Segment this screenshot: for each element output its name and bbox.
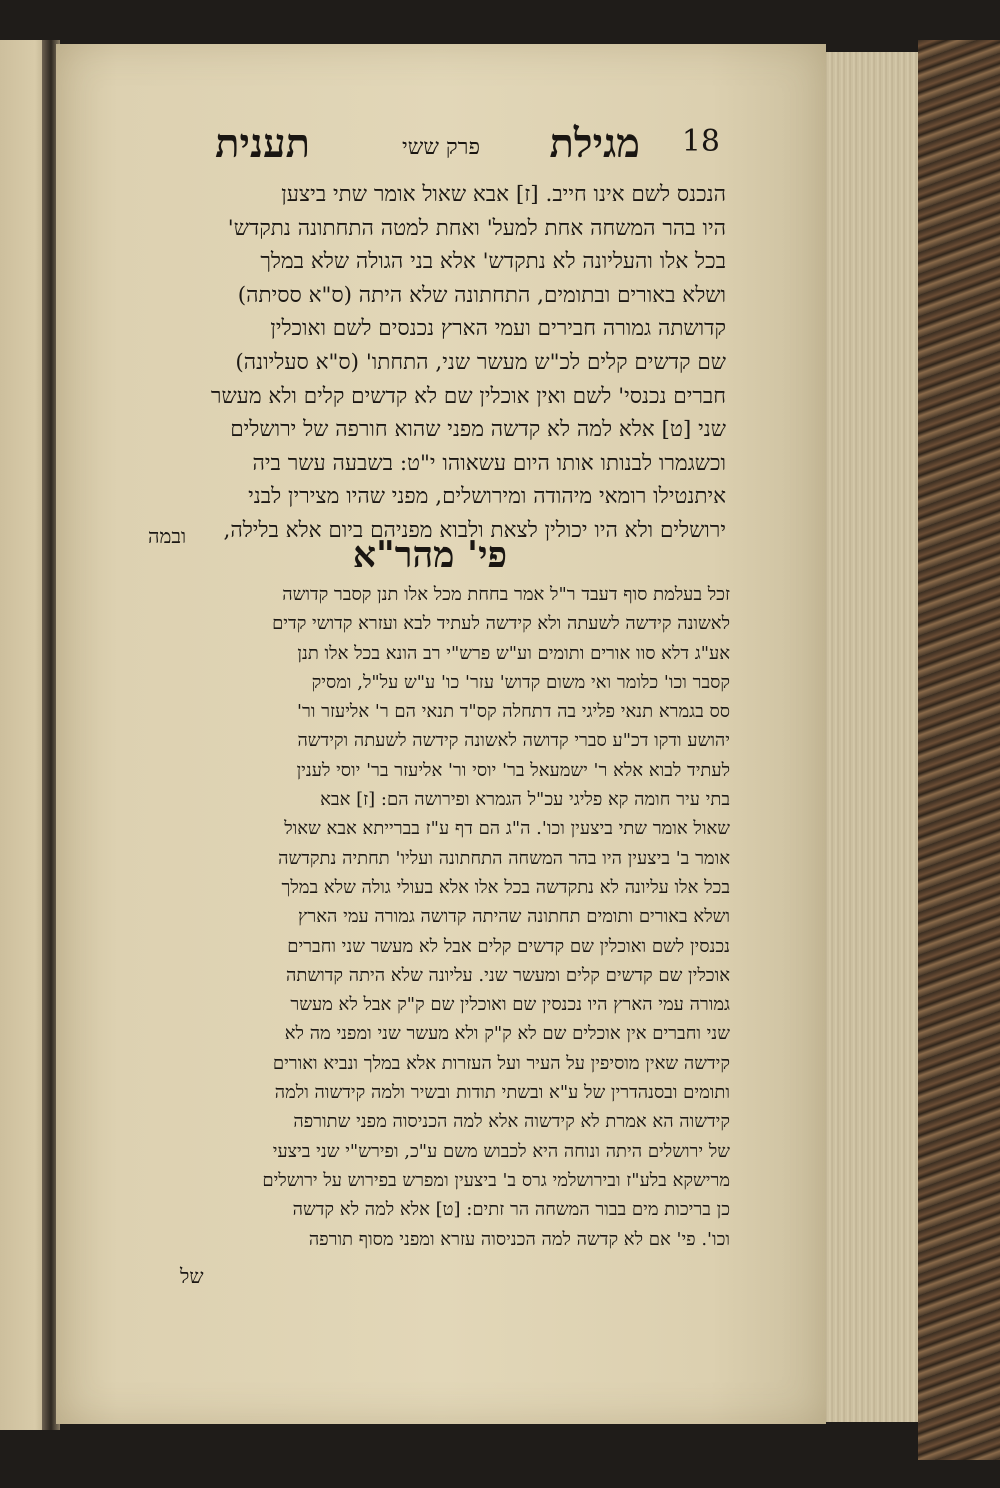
commentary-line: אע"ג דלא סוו אורים ותומים וע"ש פרש"י רב הונא בכל אלו תנן <box>297 642 730 664</box>
main-text-block <box>96 178 726 548</box>
main-text-line: שני [ט] אלא למה לא קדשה מפני שהוא חורפה של ירושלים <box>230 417 726 443</box>
commentary-line: מרישקא בלע"ז ובירושלמי גרס ב' ביצעין ומפרש בפירוש על ירושלים <box>262 1169 730 1191</box>
page-number: 18 <box>681 124 720 159</box>
commentary-line: וכו'. פי' אם לא קדשה למה הכניסוה עזרא ומפני מסוף תורפה <box>308 1228 730 1250</box>
commentary-line: אוכלין שם קדשים קלים ומעשר שני. עליונה שלא היתה קדושתה <box>286 964 730 986</box>
commentary-line: נכנסין לשם ואוכלין שם קדשים קלים אבל לא מעשר שני וחברים <box>287 935 730 957</box>
main-text-line: קדושתה גמורה חבירים ועמי הארץ נכנסים לשם ואוכלין <box>270 316 726 342</box>
commentary-line: לעתיד לבוא אלא ר' ישמעאל בר' יוסי ור' אליעזר בר' יוסי לענין <box>296 759 730 781</box>
commentary-title: פי' מהר"א <box>352 534 508 576</box>
commentary-line: שני וחברים אין אוכלים שם לא ק"ק ולא מעשר שני ומפני מה לא <box>284 1023 730 1045</box>
commentary-line: ותומים ובסנהדרין של ע"א ובשתי תודות ובשיר ולמה קידשוה ולמה <box>274 1082 730 1104</box>
commentary-line: בכל אלו עליונה לא נתקדשה בכל אלו אלא בעולי גולה שלא במלך <box>281 876 730 898</box>
commentary-line: כן בריכות מים בבור המשחה הר זתים: [ט] אלא למה לא קדשה <box>292 1199 730 1221</box>
commentary-line: לאשונה קידשה לשעתה ולא קידשה לעתיד לבא ועזרא קדושי קדים <box>272 613 730 635</box>
main-catchword: ובמה <box>148 524 187 548</box>
main-text-line: הנכנס לשם אינו חייב. [ז] אבא שאול אומר שתי ביצען <box>281 182 726 207</box>
commentary-line: סס בגמרא תנאי פליגי בה דתחלה קס"ד תנאי הם ר' אליעזר ור' <box>297 701 730 723</box>
main-text-line: ושלא באורים ובתומים, התחתונה שלא היתה (ס"א ססיתה) <box>237 282 726 308</box>
commentary-catchword: של <box>180 1264 204 1288</box>
commentary-line: ושלא באורים ותומים תחתונה שהיתה קדושה גמורה עמי הארץ <box>298 906 730 928</box>
commentary-text-block <box>100 580 730 1254</box>
main-text-line: איתנטילו רומאי מיהודה ומירושלים, מפני שהיו מצירין לבני <box>248 484 726 510</box>
commentary-line: קידשוה הא אמרת לא קידשוה אלא למה הכניסוה מפני שתורפה <box>293 1111 730 1133</box>
main-text-line: חברים נכנסי' לשם ואין אוכלין שם לא קדשים קלים ולא מעשר <box>210 383 726 409</box>
marbled-cover <box>918 40 1000 1460</box>
main-text-line: היו בהר המשחה אחת למעל' ואחת למטה התחתונה נתקדש' <box>227 215 726 241</box>
header-chapter: פרק ששי <box>401 135 480 160</box>
commentary-line: יהושע ודקו דכ"ע סברי קדושה לאשונה קידשה לשעתה וקידשה <box>297 730 730 752</box>
commentary-line: של ירושלים היתה ונוחה היא לכבוש משם ע"כ, ופירש"י שני ביצעי <box>272 1140 730 1162</box>
main-text-line: וכשגמרו לבנותו אותו היום עשאוהו י"ט: בשבעה עשר ביה <box>252 450 726 476</box>
commentary-line: בתי עיר חומה קא פליגי עכ"ל הגמרא ופירושה הם: [ז] אבא <box>320 789 730 811</box>
commentary-line: זכל בעלמת סוף דעבד ר"ל אמר בחחת מכל אלו תנן קסבר קדושה <box>282 584 730 605</box>
commentary-line: קסבר וכו' כלומר ואי משום קדוש' עזר' כו' ע"ש על"ל, ומסיק <box>311 671 730 693</box>
commentary-line: שאול אומר שתי ביצעין וכו'. ה"ג הם דף ע"ז בברייתא אבא שאול <box>284 818 730 840</box>
main-text-line: שם קדשים קלים לכ"ש מעשר שני, התחתו' (ס"א סעליונה) <box>235 349 726 375</box>
main-text-line: בכל אלו והעליונה לא נתקדש' אלא בני הגולה שלא במלך <box>260 249 726 275</box>
running-header <box>140 120 720 180</box>
main-text-line: ירושלים ולא היו יכולין לצאת ולבוא מפניהם ביום אלא בלילה, <box>223 517 726 543</box>
header-title-taanit: תענית <box>215 120 310 167</box>
commentary-line: אומר ב' ביצעין היו בהר המשחה התחתונה ועליו' תחתיה נתקדשה <box>278 847 730 869</box>
commentary-line: קידשה שאין מוסיפין על העיר ועל העזרות אלא במלך ונביא ואורים <box>272 1052 730 1074</box>
commentary-line: גמורה עמי הארץ היו נכנסין שם ואוכלין שם ק"ק אבל לא מעשר <box>290 994 730 1016</box>
header-title-megillat: מגילת <box>549 120 640 167</box>
